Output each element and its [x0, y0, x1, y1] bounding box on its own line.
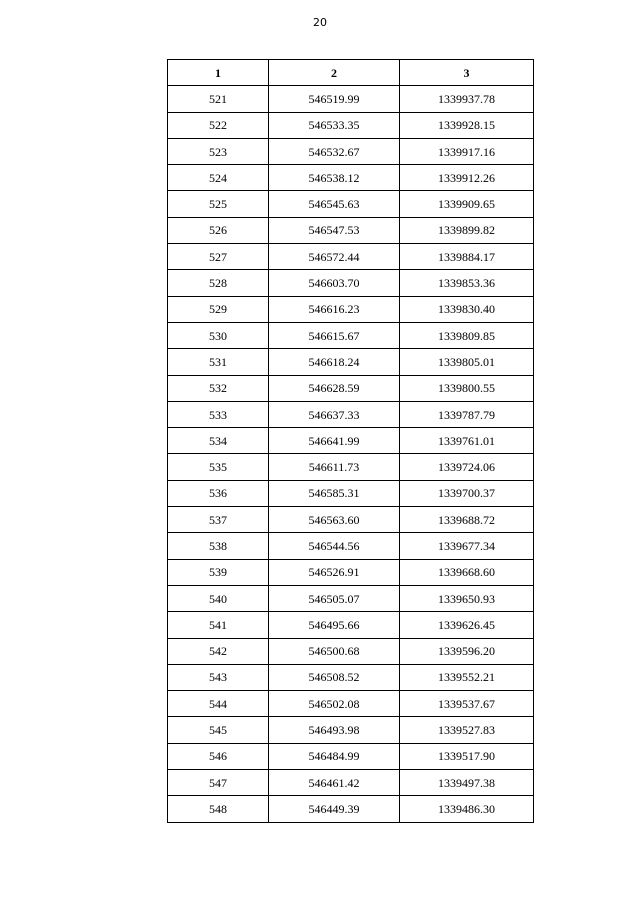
table-row [168, 191, 534, 217]
y-coordinate-cell: 1339596.20 [400, 638, 534, 664]
y-coordinate-cell: 1339552.21 [400, 664, 534, 690]
point-number-cell: 534 [168, 428, 269, 454]
point-number-cell: 537 [168, 507, 269, 533]
y-coordinate-cell: 1339677.34 [400, 533, 534, 559]
point-number-cell: 542 [168, 638, 269, 664]
table-row [168, 112, 534, 138]
point-number-cell: 523 [168, 138, 269, 164]
table-row [168, 717, 534, 743]
x-coordinate-cell: 546500.68 [269, 638, 400, 664]
x-coordinate-cell: 546538.12 [269, 165, 400, 191]
y-coordinate-cell: 1339787.79 [400, 401, 534, 427]
x-coordinate-cell: 546603.70 [269, 270, 400, 296]
point-number-cell: 526 [168, 217, 269, 243]
point-number-cell: 535 [168, 454, 269, 480]
coordinates-table [167, 59, 534, 823]
y-coordinate-cell: 1339917.16 [400, 138, 534, 164]
y-coordinate-cell: 1339805.01 [400, 349, 534, 375]
x-coordinate-cell: 546637.33 [269, 401, 400, 427]
table-row [168, 217, 534, 243]
x-coordinate-cell: 546449.39 [269, 796, 400, 822]
x-coordinate-cell: 546508.52 [269, 664, 400, 690]
point-number-cell: 541 [168, 612, 269, 638]
x-coordinate-cell: 546544.56 [269, 533, 400, 559]
table-row [168, 533, 534, 559]
column-header-3: 3 [400, 60, 534, 86]
y-coordinate-cell: 1339937.78 [400, 86, 534, 112]
table-row [168, 612, 534, 638]
column-header-2: 2 [269, 60, 400, 86]
table-header-row [168, 60, 534, 86]
x-coordinate-cell: 546519.99 [269, 86, 400, 112]
point-number-cell: 540 [168, 585, 269, 611]
y-coordinate-cell: 1339668.60 [400, 559, 534, 585]
table-body [168, 86, 534, 822]
y-coordinate-cell: 1339700.37 [400, 480, 534, 506]
x-coordinate-cell: 546618.24 [269, 349, 400, 375]
table-row [168, 244, 534, 270]
point-number-cell: 538 [168, 533, 269, 559]
table-row [168, 638, 534, 664]
y-coordinate-cell: 1339486.30 [400, 796, 534, 822]
point-number-cell: 528 [168, 270, 269, 296]
y-coordinate-cell: 1339497.38 [400, 770, 534, 796]
point-number-cell: 522 [168, 112, 269, 138]
table-row [168, 349, 534, 375]
table-row [168, 664, 534, 690]
y-coordinate-cell: 1339688.72 [400, 507, 534, 533]
table-row [168, 86, 534, 112]
table-row [168, 691, 534, 717]
y-coordinate-cell: 1339761.01 [400, 428, 534, 454]
table-row [168, 428, 534, 454]
x-coordinate-cell: 546616.23 [269, 296, 400, 322]
point-number-cell: 532 [168, 375, 269, 401]
table-row [168, 559, 534, 585]
point-number-cell: 546 [168, 743, 269, 769]
point-number-cell: 533 [168, 401, 269, 427]
table-row [168, 401, 534, 427]
x-coordinate-cell: 546585.31 [269, 480, 400, 506]
x-coordinate-cell: 546532.67 [269, 138, 400, 164]
table-row [168, 743, 534, 769]
x-coordinate-cell: 546641.99 [269, 428, 400, 454]
point-number-cell: 530 [168, 322, 269, 348]
y-coordinate-cell: 1339884.17 [400, 244, 534, 270]
y-coordinate-cell: 1339830.40 [400, 296, 534, 322]
x-coordinate-cell: 546572.44 [269, 244, 400, 270]
y-coordinate-cell: 1339527.83 [400, 717, 534, 743]
table-row [168, 165, 534, 191]
x-coordinate-cell: 546526.91 [269, 559, 400, 585]
table-row [168, 454, 534, 480]
y-coordinate-cell: 1339853.36 [400, 270, 534, 296]
y-coordinate-cell: 1339537.67 [400, 691, 534, 717]
point-number-cell: 529 [168, 296, 269, 322]
table-row [168, 322, 534, 348]
table-row [168, 296, 534, 322]
point-number-cell: 539 [168, 559, 269, 585]
point-number-cell: 531 [168, 349, 269, 375]
y-coordinate-cell: 1339800.55 [400, 375, 534, 401]
table-row [168, 270, 534, 296]
point-number-cell: 543 [168, 664, 269, 690]
page-number: 20 [313, 16, 327, 29]
point-number-cell: 536 [168, 480, 269, 506]
x-coordinate-cell: 546611.73 [269, 454, 400, 480]
x-coordinate-cell: 546495.66 [269, 612, 400, 638]
y-coordinate-cell: 1339724.06 [400, 454, 534, 480]
x-coordinate-cell: 546547.53 [269, 217, 400, 243]
point-number-cell: 525 [168, 191, 269, 217]
y-coordinate-cell: 1339517.90 [400, 743, 534, 769]
table-row [168, 375, 534, 401]
y-coordinate-cell: 1339809.85 [400, 322, 534, 348]
point-number-cell: 545 [168, 717, 269, 743]
point-number-cell: 527 [168, 244, 269, 270]
x-coordinate-cell: 546533.35 [269, 112, 400, 138]
y-coordinate-cell: 1339909.65 [400, 191, 534, 217]
table-row [168, 585, 534, 611]
y-coordinate-cell: 1339912.26 [400, 165, 534, 191]
x-coordinate-cell: 546484.99 [269, 743, 400, 769]
x-coordinate-cell: 546615.67 [269, 322, 400, 348]
x-coordinate-cell: 546628.59 [269, 375, 400, 401]
table-row [168, 480, 534, 506]
y-coordinate-cell: 1339928.15 [400, 112, 534, 138]
point-number-cell: 548 [168, 796, 269, 822]
table-row [168, 138, 534, 164]
point-number-cell: 521 [168, 86, 269, 112]
point-number-cell: 547 [168, 770, 269, 796]
y-coordinate-cell: 1339899.82 [400, 217, 534, 243]
table-row [168, 507, 534, 533]
y-coordinate-cell: 1339650.93 [400, 585, 534, 611]
x-coordinate-cell: 546493.98 [269, 717, 400, 743]
x-coordinate-cell: 546461.42 [269, 770, 400, 796]
x-coordinate-cell: 546563.60 [269, 507, 400, 533]
table-row [168, 796, 534, 822]
x-coordinate-cell: 546505.07 [269, 585, 400, 611]
point-number-cell: 524 [168, 165, 269, 191]
x-coordinate-cell: 546545.63 [269, 191, 400, 217]
x-coordinate-cell: 546502.08 [269, 691, 400, 717]
y-coordinate-cell: 1339626.45 [400, 612, 534, 638]
table-row [168, 770, 534, 796]
column-header-1: 1 [168, 60, 269, 86]
point-number-cell: 544 [168, 691, 269, 717]
